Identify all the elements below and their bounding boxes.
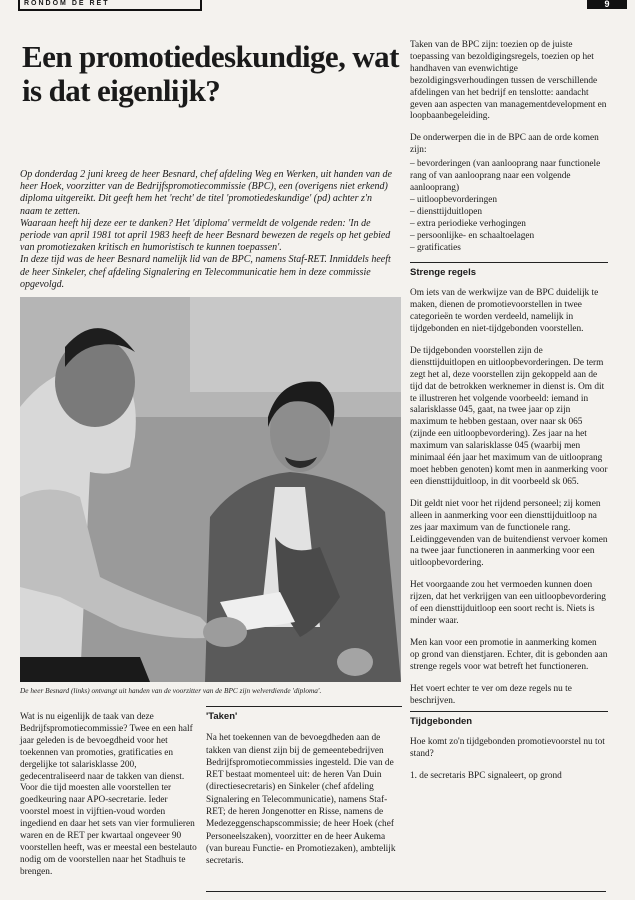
- section-heading-taken: 'Taken': [206, 706, 402, 723]
- photo-caption: De heer Besnard (links) ontvangt uit handen van de voorzitter van de BPC zijn welverdiende 'diploma'.: [20, 686, 322, 695]
- section-heading-tijdgebonden: Tijdgebonden: [410, 711, 608, 728]
- body-paragraph: Na het toekennen van de bevoegdheden aan de takken van dienst zijn bij de gemeentebedrijven Bedrijfspromotiecommissies ingesteld. Die van de RET bestaat momenteel uit: de heren Van Duin (directiesecretaris) en Sinkeler (chef afdeling Signalering en Telecommunicatie), namens Staf-RET; de heren Jongenotter en Risse, namens de Medezeggenschapscommissie; de heer Hoek (chef Personeelszaken), voorzitter en de heer Aukema (van bureau Functie- en Promotiezaken), ambtelijk secretaris.: [206, 733, 396, 867]
- body-paragraph: Dit geldt niet voor het rijdend personeel; zij komen alleen in aanmerking voor een diensttijduitloop na zes jaar maximum van de functionele rang. Leidinggevenden van de buitendienst vervoer komen na twee jaar functioneren in aanmerking voor een uitloopbevordering.: [410, 498, 608, 569]
- photo-illustration: [20, 297, 401, 682]
- article-headline: Een promotiedeskundige, wat is dat eigenlijk?: [22, 39, 399, 108]
- body-paragraph: Taken van de BPC zijn: toezien op de juiste toepassing van bezoldigingsregels, toezien op het handhaven van evenwichtige bezoldigingsverhoudingen tussen de verschillende afdelingen van het bedrijf en tenslotte: aandacht geven aan aspecten van managementdevelopment en loopbaanbegeleiding.: [410, 40, 607, 122]
- body-paragraph: De tijdgebonden voorstellen zijn de diensttijduitlopen en uitloopbevorderingen. De term zegt het al, deze voorstellen zijn gekoppeld aan de tijd dat de betrokken werknemer in dienst is. Om dit te illustreren het volgende voorbeeld: iemand in salarisklasse 045, gaat, na twee jaar op zijn maximum te hebben gestaan, over naar sk 065 (zijnde een uitloopbevordering). Zes jaar na het maximum van salarisklasse 045 (waarbij men minimaal één jaar het maximum van de uitlooprang moet hebben genoten) komt men in aanmerking voor een diensttijduitloop, in dit voorbeeld sk 065.: [410, 345, 608, 487]
- body-paragraph: Wat is nu eigenlijk de taak van deze Bedrijfspromotiecommissie? Twee en een half jaar geleden is de bevoegdheid voor het toekennen van promoties, gratificaties en dergelijke tot salarisklasse 200, gedecentraliseerd naar de takken van dienst. Voor die tijd moesten alle voorstellen ter goedkeuring naar APO-secretarie. Ieder voorstel moest in vijftien-voud worden ingediend en daar het sets van vier formulieren waren en de RET per kwartaal ongeveer 90 voorstellen heeft, was er meestal een bestelauto nodig om de voorstellen naar het Stadhuis te brengen.: [20, 712, 197, 877]
- body-paragraph: 1. de secretaris BPC signaleert, op grond: [410, 771, 562, 782]
- column-1: [20, 712, 198, 889]
- body-paragraph: De onderwerpen die in de BPC aan de orde komen zijn:: [410, 133, 599, 156]
- masthead-text: RONDOM DE RET: [24, 0, 110, 7]
- body-paragraph: Het voert echter te ver om deze regels nu te beschrijven.: [410, 683, 572, 706]
- section-heading-strenge-regels: Strenge regels: [410, 262, 608, 279]
- intro-paragraph: Waaraan heeft hij deze eer te danken? Het 'diploma' vermeldt de volgende reden: 'In de periode van april 1981 tot april 1983 heeft de heer Besnard bewezen de regels op het gebied van promotiezaken kritisch en humoristisch te kunnen toepassen'.: [20, 217, 391, 254]
- body-paragraph: Het voorgaande zou het vermoeden kunnen doen rijzen, dat het verkrijgen van een uitloopbevordering of een diensttijduitloop een soort recht is. Niets is minder waar.: [410, 580, 606, 626]
- page-number: 9: [587, 0, 627, 9]
- list-item: – extra periodieke verhogingen: [410, 218, 526, 229]
- body-paragraph: Men kan voor een promotie in aanmerking komen op grond van dienstjaren. Echter, dit is gebonden aan strenge regels voor wat betreft het functioneren.: [410, 637, 608, 672]
- masthead: [18, 0, 202, 11]
- bottom-rule: [206, 891, 606, 892]
- column-2: [206, 706, 402, 878]
- article-intro: [20, 169, 396, 291]
- list-item: – gratificaties: [410, 242, 461, 253]
- intro-paragraph: Op donderdag 2 juni kreeg de heer Besnard, chef afdeling Weg en Werken, uit handen van de heer Hoek, voorzitter van de Bedrijfspromotiecommissie (BPC), een (overigens niet erkend) diploma uitgereikt. Dit geeft hem het 'recht' de titel 'promotiedeskundige' (pd) achter z'n naam te zetten.: [20, 169, 392, 217]
- bpc-topics-list: [410, 159, 608, 254]
- diploma-ceremony-photo: [20, 297, 401, 682]
- body-paragraph: Hoe komt zo'n tijdgebonden promotievoorstel nu tot stand?: [410, 737, 605, 760]
- list-item: – diensttijduitlopen: [410, 206, 483, 217]
- list-item: – persoonlijke- en schaaltoelagen: [410, 230, 535, 241]
- body-paragraph: Om iets van de werkwijze van de BPC duidelijk te maken, dienen de promotievoorstellen in twee categorieën te worden verdeeld, namelijk in tijdgebonden en niet-tijdgebonden voorstellen.: [410, 288, 599, 335]
- column-3: [410, 40, 608, 793]
- intro-paragraph: In deze tijd was de heer Besnard namelijk lid van de BPC, namens Staf-RET. Inmiddels heeft de heer Sinkeler, chef afdeling Signalering en Telecommunicatie hem in deze commissie opgevolgd.: [20, 254, 391, 290]
- list-item: – uitloopbevorderingen: [410, 194, 498, 205]
- list-item: – bevorderingen (van aanlooprang naar functionele rang of van aanlooprang naar een volgende aanlooprang): [410, 159, 601, 193]
